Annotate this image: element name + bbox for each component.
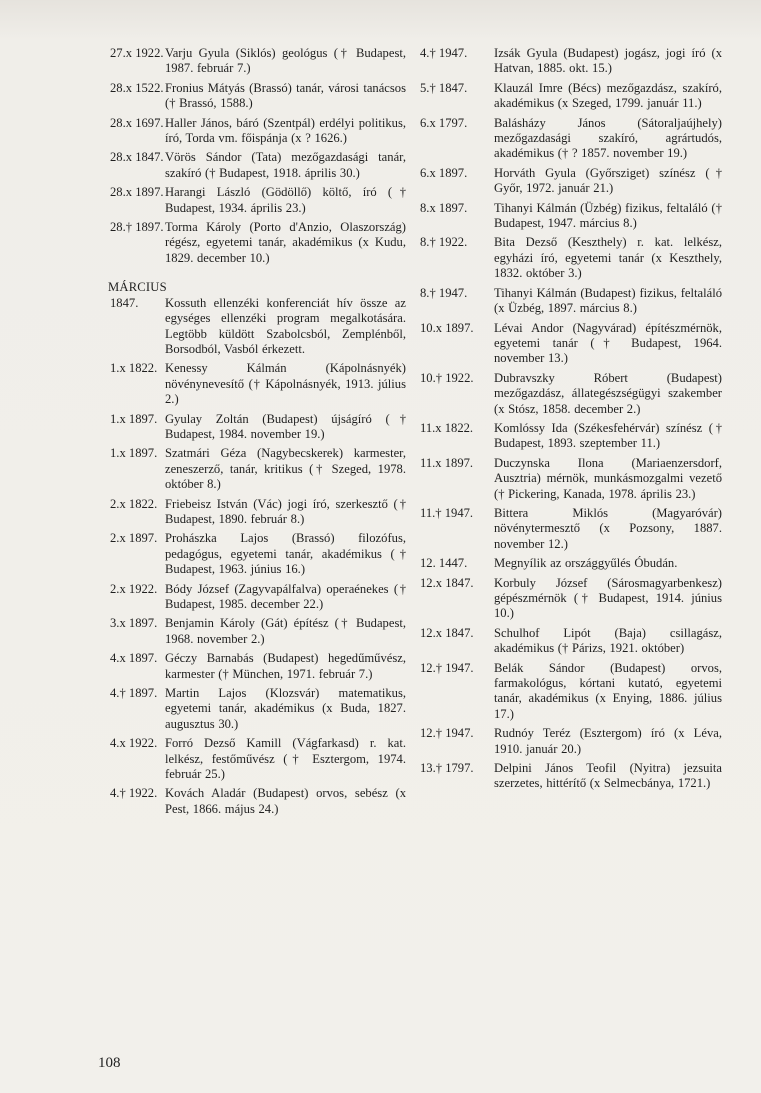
entry-text: Haller János, báró (Szentpál) erdélyi politikus, író, Torda vm. főispánja (x ? 1626.): [165, 115, 406, 146]
entry-date: 8.x 1897.: [420, 200, 468, 215]
entry-date: 2.x 1922.: [110, 581, 158, 596]
calendar-entry: [420, 235, 722, 281]
entry-text: Horváth Gyula (Győrsziget) színész († Győr, 1972. január 21.): [494, 165, 722, 196]
entries-before: [110, 46, 406, 266]
entry-text: Fronius Mátyás (Brassó) tanár, városi tanácsos († Brassó, 1588.): [165, 80, 406, 111]
entry-text: Izsák Gyula (Budapest) jogász, jogi író (x Hatvan, 1885. okt. 15.): [494, 46, 722, 76]
calendar-entry: [110, 616, 406, 647]
entry-text: Prohászka Lajos (Brassó) filozófus, pedagógus, egyetemi tanár, akadémikus († Budapest, 1963. június 16.): [165, 531, 406, 577]
calendar-entry: [110, 412, 406, 443]
calendar-entry: [110, 81, 406, 112]
entry-text: Martin Lajos (Klozsvár) matematikus, egyetemi tanár, akadémikus (x Buda, 1827. augusztus 30.): [165, 686, 406, 731]
entry-text: Korbuly József (Sárosmagyarbenkesz) gépészmérnök († Budapest, 1914. június 10.): [494, 575, 722, 621]
calendar-entry: [110, 686, 406, 732]
entry-text: Torma Károly (Porto d'Anzio, Olaszország) régész, egyetemi tanár, akadémikus (x Kudu, 1829. december 10.): [165, 220, 406, 265]
entry-text: Géczy Barnabás (Budapest) hegedűművész, karmester († München, 1971. február 7.): [165, 651, 406, 681]
entry-text: Lévai Andor (Nagyvárad) építészmérnök, egyetemi tanár († Budapest, 1964. november 13.): [494, 320, 722, 366]
entry-date: 2.x 1822.: [110, 496, 158, 511]
entry-date: 4.† 1922.: [110, 786, 158, 801]
entry-date: 28.† 1897.: [110, 220, 164, 235]
entry-text: Komlóssy Ida (Székesfehérvár) színész († Budapest, 1893. szeptember 11.): [494, 420, 722, 451]
entry-date: 4.† 1947.: [420, 46, 468, 60]
entry-date: 8.† 1922.: [420, 235, 468, 250]
entry-text: Kovách Aladár (Budapest) orvos, sebész (x Pest, 1866. május 24.): [165, 786, 406, 816]
entry-text: Kossuth ellenzéki konferenciát hív össze az egységes ellenzéki program megalkotására. Legtöbb küldött Szabolcsból, Zemplénből, Borsodból, Vasból érkezett.: [165, 295, 406, 356]
entry-date: 28.x 1522.: [110, 80, 164, 95]
entry-text: Schulhof Lipót (Baja) csillagász, akadémikus († Párizs, 1921. október): [494, 625, 722, 656]
calendar-entry: [110, 531, 406, 577]
entry-date: 10.x 1897.: [420, 320, 474, 335]
calendar-entry: [420, 761, 722, 792]
entry-date: 28.x 1697.: [110, 115, 164, 130]
entry-date: 1847.: [110, 295, 139, 310]
entry-text: Delpini János Teofil (Nyitra) jezsuita szerzetes, hittérítő (x Selmecbánya, 1721.): [494, 761, 722, 791]
calendar-entry: [420, 371, 722, 417]
calendar-entry: [420, 576, 722, 622]
calendar-entry: [110, 46, 406, 77]
entry-date: 2.x 1897.: [110, 531, 158, 546]
entry-text: Bita Dezső (Keszthely) r. kat. lelkész, egyházi író, egyetemi tanár (x Keszthely, 1832. október 3.): [494, 235, 722, 281]
calendar-entry: [420, 116, 722, 162]
calendar-entry: [420, 506, 722, 552]
calendar-entry: [110, 582, 406, 613]
entry-text: Balásházy János (Sátoraljaújhely) mezőgazdasági szakíró, agrártudós, akadémikus († ? 1857. november 19.): [494, 115, 722, 161]
entry-date: 1.x 1897.: [110, 446, 158, 461]
entry-date: 12.x 1847.: [420, 625, 474, 640]
calendar-entry: [420, 46, 722, 77]
entries-after: [110, 296, 406, 818]
entry-date: 6.x 1897.: [420, 165, 468, 180]
entry-text: Bittera Miklós (Magyaróvár) növénytermesztő (x Pozsony, 1887. november 12.): [494, 505, 722, 551]
entries-right: [420, 46, 722, 792]
entry-text: Vörös Sándor (Tata) mezőgazdasági tanár, szakíró († Budapest, 1918. április 30.): [165, 150, 406, 180]
entry-text: Belák Sándor (Budapest) orvos, farmakológus, kórtani kutató, egyetemi tanár, akadémikus (x Enying, 1886. július 17.): [494, 660, 722, 721]
entry-text: Tihanyi Kálmán (Budapest) fizikus, feltaláló (x Üzbég, 1897. március 8.): [494, 285, 722, 316]
entry-text: Megnyílik az országgyűlés Óbudán.: [494, 556, 678, 571]
entry-date: 11.x 1822.: [420, 420, 474, 435]
calendar-entry: [420, 421, 722, 452]
entry-date: 28.x 1847.: [110, 150, 164, 165]
entry-text: Friebeisz István (Vác) jogi író, szerkesztő († Budapest, 1890. február 8.): [165, 496, 406, 526]
calendar-entry: [110, 361, 406, 407]
calendar-entry: [420, 166, 722, 197]
calendar-entry: [420, 726, 722, 757]
calendar-entry: [420, 81, 722, 112]
right-column: [420, 46, 722, 796]
calendar-entry: [110, 446, 406, 492]
entry-text: Bódy József (Zagyvapálfalva) operaénekes († Budapest, 1985. december 22.): [165, 581, 406, 611]
calendar-entry: [110, 651, 406, 682]
entry-date: 28.x 1897.: [110, 185, 164, 200]
entry-date: 12.† 1947.: [420, 726, 474, 741]
calendar-entry: [110, 116, 406, 147]
entry-date: 4.x 1922.: [110, 736, 158, 751]
entry-date: 27.x 1922.: [110, 46, 164, 60]
entry-text: Duczynska Ilona (Mariaenzersdorf, Ausztria) mérnök, munkásmozgalmi vezető († Pickering, Kanada, 1978. április 23.): [494, 455, 722, 501]
entry-date: 8.† 1947.: [420, 285, 468, 300]
entry-date: 4.† 1897.: [110, 686, 158, 701]
entry-date: 13.† 1797.: [420, 761, 474, 776]
entry-text: Rudnóy Teréz (Esztergom) író (x Léva, 1910. január 20.): [494, 726, 722, 756]
entry-text: Benjamin Károly (Gát) építész († Budapest, 1968. november 2.): [165, 616, 406, 646]
calendar-entry: [420, 201, 722, 232]
section-heading-marcius: MÁRCIUS: [108, 280, 167, 295]
calendar-entry: [110, 296, 406, 358]
calendar-entry: [110, 185, 406, 216]
entry-text: Klauzál Imre (Bécs) mezőgazdász, szakíró, akadémikus (x Szeged, 1799. január 11.): [494, 80, 722, 111]
left-column: [110, 46, 406, 821]
calendar-entry: [420, 321, 722, 367]
page-number: 108: [98, 1055, 121, 1071]
entry-text: Dubravszky Róbert (Budapest) mezőgazdász, állategészségügyi szakember (x Stósz, 1858. december 2.): [494, 370, 722, 416]
entry-date: 5.† 1847.: [420, 80, 468, 95]
calendar-entry: [110, 220, 406, 266]
entry-date: 1.x 1897.: [110, 411, 158, 426]
calendar-entry: [110, 786, 406, 817]
calendar-entry: [420, 626, 722, 657]
entry-text: Tihanyi Kálmán (Üzbég) fizikus, feltaláló († Budapest, 1947. március 8.): [494, 200, 722, 231]
entry-date: 12. 1447.: [420, 556, 468, 571]
entry-date: 10.† 1922.: [420, 370, 474, 385]
entry-date: 1.x 1822.: [110, 361, 158, 376]
calendar-entry: [420, 456, 722, 502]
entry-text: Kenessy Kálmán (Kápolnásnyék) növénynevesítő († Kápolnásnyék, 1913. július 2.): [165, 361, 406, 407]
entry-text: Szatmári Géza (Nagybecskerek) karmester, zeneszerző, tanár, kritikus († Szeged, 1978. október 8.): [165, 446, 406, 492]
calendar-entry: [420, 556, 722, 571]
calendar-entry: [420, 661, 722, 723]
entry-text: Forró Dezső Kamill (Vágfarkasd) r. kat. lelkész, festőművész († Esztergom, 1974. február 25.): [165, 736, 406, 782]
calendar-entry: [110, 736, 406, 782]
entry-date: 6.x 1797.: [420, 115, 468, 130]
entry-date: 11.† 1947.: [420, 505, 474, 520]
calendar-entry: [110, 150, 406, 181]
entry-date: 4.x 1897.: [110, 651, 158, 666]
entry-text: Gyulay Zoltán (Budapest) újságíró († Budapest, 1984. november 19.): [165, 411, 406, 441]
calendar-entry: [420, 286, 722, 317]
entry-date: 11.x 1897.: [420, 455, 474, 470]
calendar-entry: [110, 497, 406, 528]
entry-text: Harangi László (Gödöllő) költő, író († Budapest, 1934. április 23.): [165, 185, 406, 215]
entry-text: Varju Gyula (Siklós) geológus († Budapest, 1987. február 7.): [165, 46, 406, 76]
entry-date: 12.† 1947.: [420, 660, 474, 675]
entry-date: 12.x 1847.: [420, 575, 474, 590]
entry-date: 3.x 1897.: [110, 616, 158, 631]
